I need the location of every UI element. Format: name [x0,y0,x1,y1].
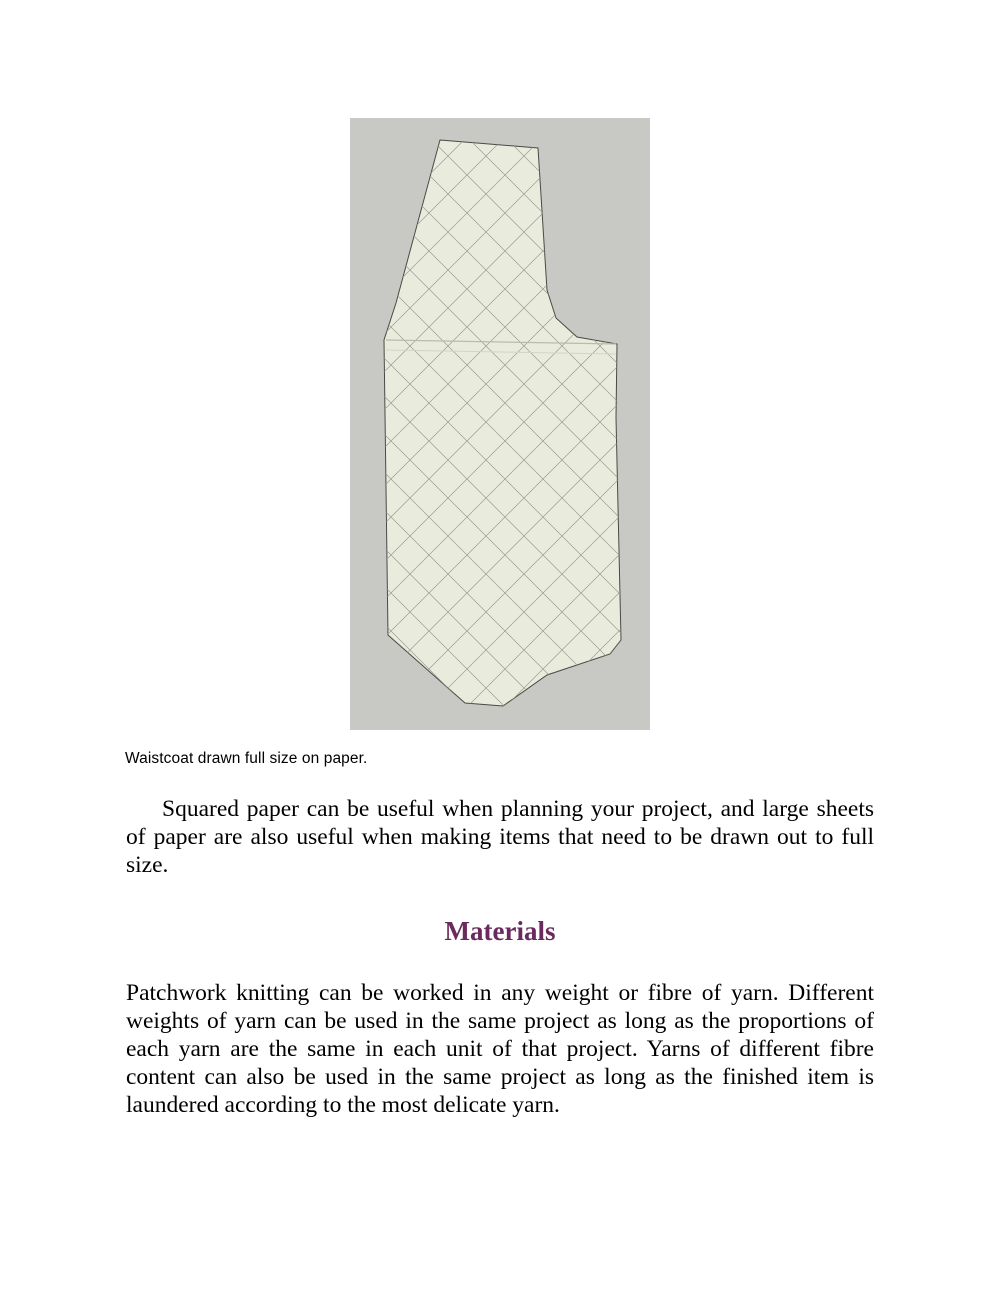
grid-line [634,118,650,730]
figure-caption: Waistcoat drawn full size on paper. [125,750,368,767]
waistcoat-pattern-drawing [350,118,650,730]
grid-line [638,118,650,730]
grid-line [350,118,372,730]
grid-line [350,118,376,730]
paragraph-squared-paper: Squared paper can be useful when planning your project, and large sheets of paper are also useful when making items that need to be drawn out to full size. [126,796,874,878]
paragraph-materials: Patchwork knitting can be worked in any weight or fibre of yarn. Different weights of yarn can be used in the same project as long as the proportions of each yarn are the same in each unit of that project. Yarns of different fibre content can also be used in the same project as long as the finished item is laundered according to the most delicate yarn. [126,980,874,1118]
waistcoat-pattern-photo [350,118,650,730]
section-heading-materials: Materials [444,916,556,946]
